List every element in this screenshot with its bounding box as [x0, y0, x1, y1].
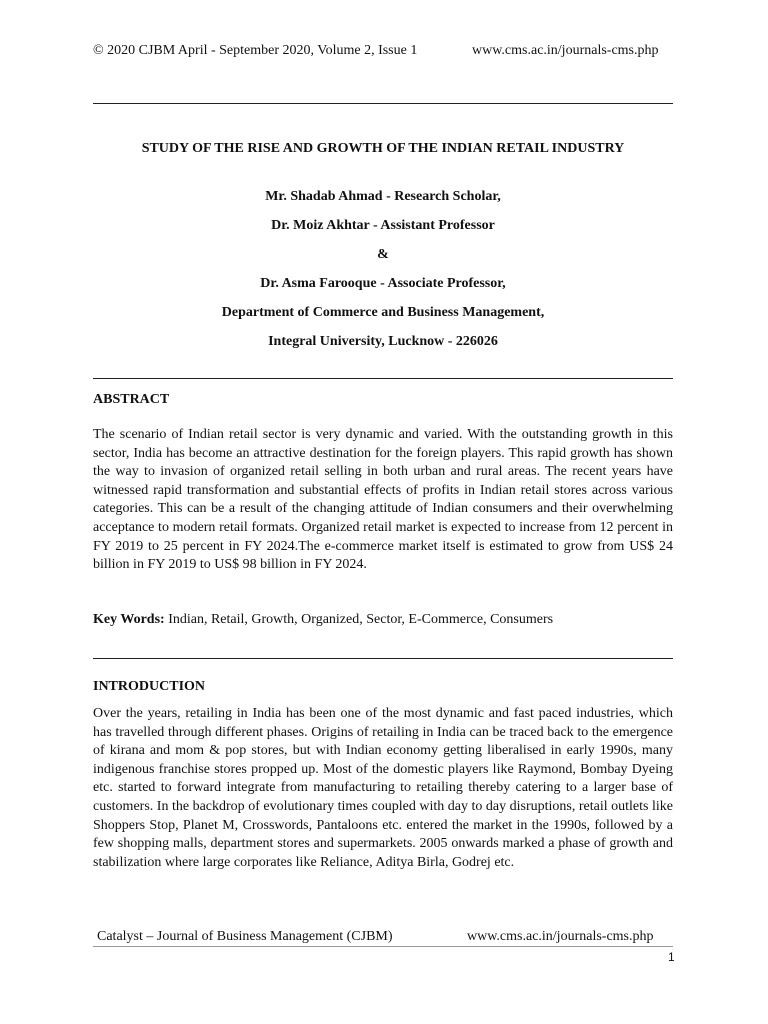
author-line: Dr. Moiz Akhtar - Assistant Professor [271, 218, 495, 233]
abstract-body: The scenario of Indian retail sector is very dynamic and varied. With the outstanding growth in this sector, India has become an attractive destination for the foreign players. This rapid growth has shown the way to invasion of organized retail selling in both urban and rural areas. The recent years have witnessed rapid transformation and substantial effects of profits in Indian retail stores across various categories. This can be a result of the changing attitude of Indian consumers and their overwhelming acceptance to modern retail formats. Organized retail market is expected to increase from 12 percent in FY 2019 to 25 percent in FY 2024.The e-commerce market itself is estimated to grow from US$ 24 billion in FY 2019 to US$ 98 billion in FY 2024. [93, 427, 673, 573]
author-line: Dr. Asma Farooque - Associate Professor, [260, 276, 506, 291]
divider [93, 103, 673, 104]
author-ampersand: & [377, 247, 389, 262]
divider [93, 378, 673, 379]
affiliation-department: Department of Commerce and Business Management, [221, 305, 545, 320]
introduction-heading: INTRODUCTION [93, 679, 206, 694]
author-line: Mr. Shadab Ahmad - Research Scholar, [265, 189, 501, 204]
keywords-value: Indian, Retail, Growth, Organized, Sector, E-Commerce, Consumers [164, 612, 554, 627]
paper-title: STUDY OF THE RISE AND GROWTH OF THE INDIAN RETAIL INDUSTRY [141, 141, 625, 156]
page-number: 1 [668, 950, 675, 964]
introduction-body: Over the years, retailing in India has been one of the most dynamic and fast paced industries, which has travelled through different phases. Origins of retailing in India can be traced back to the emergence of kirana and mom & pop stores, but with Indian economy getting liberalised in early 1990s, many indigenous franchise stores propped up. Most of the domestic players like Raymond, Bombay Dyeing etc. started to forward integrate from manufacturing to retailing thereby catering to a larger base of customers. In the backdrop of evolutionary times coupled with day to day disruptions, retail outlets like Shoppers Stop, Planet M, Crosswords, Pantaloons etc. entered the market in the 1990s, followed by a few shopping malls, department stores and supermarkets. 2005 onwards marked a phase of growth and stabilization where large corporates like Reliance, Aditya Birla, Godrej etc. [93, 706, 673, 870]
header-journal-info: © 2020 CJBM April - September 2020, Volume 2, Issue 1 [93, 43, 418, 58]
footer-url[interactable]: www.cms.ac.in/journals-cms.php [467, 929, 654, 944]
abstract-heading: ABSTRACT [93, 392, 170, 407]
affiliation-university: Integral University, Lucknow - 226026 [268, 334, 498, 349]
footer-journal-name: Catalyst – Journal of Business Management (CJBM) [97, 929, 393, 944]
keywords-label: Key Words: [93, 612, 165, 627]
footer-divider [93, 946, 673, 947]
divider [93, 658, 673, 659]
keywords [93, 612, 553, 628]
header-url[interactable]: www.cms.ac.in/journals-cms.php [472, 43, 659, 58]
